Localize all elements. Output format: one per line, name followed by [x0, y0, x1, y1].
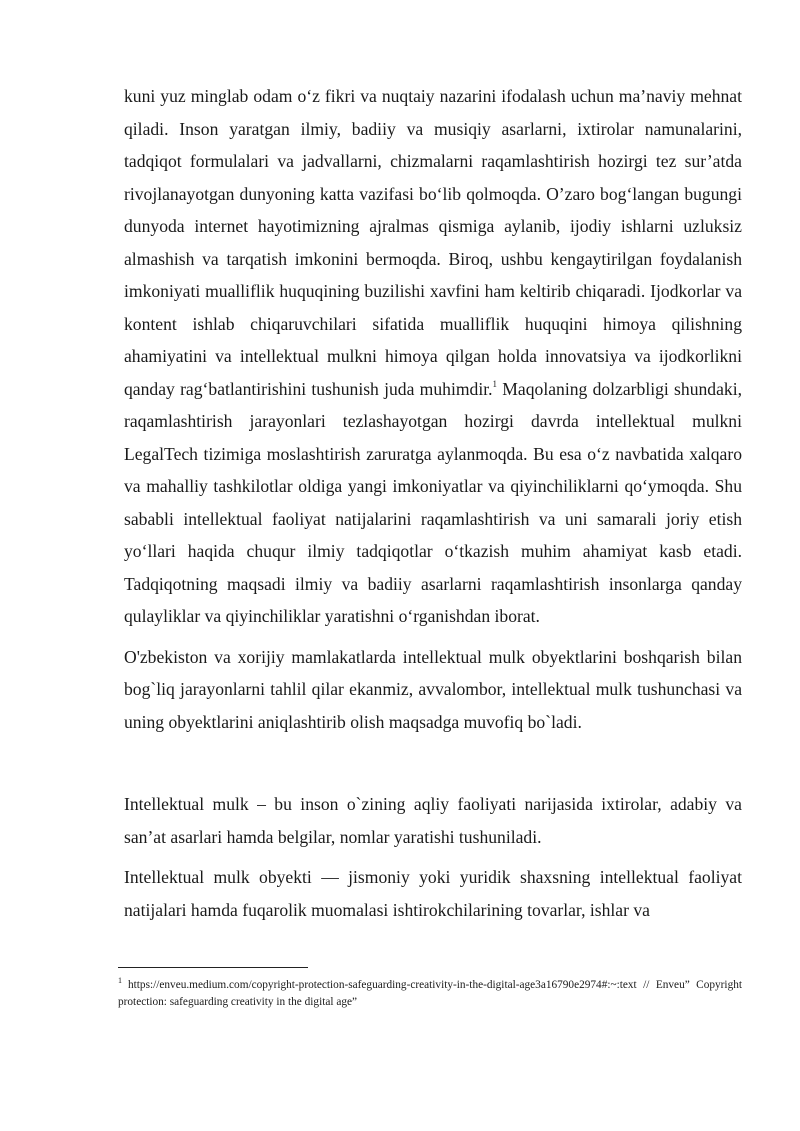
paragraph-uzbekistan-analysis: O'zbekiston va xorijiy mamlakatlarda intellektual mulk obyektlarini boshqarish bilan bog`liq jarayonlarni tahlil qilar ekanmiz, avvalombor, intellektual mulk tushunchasi va uning obyektlarini aniqlashtirib olish maqsadga muvofiq bo`ladi. [124, 646, 742, 732]
footnote-marker: 1 [118, 976, 122, 986]
footnote-reference[interactable]: 1 [492, 378, 498, 389]
paragraph-text-continued: Maqolaning dolzarbligi shundaki, raqamlashtirish jarayonlari tezlashayotgan hozirgi davrda intellektual mulkni LegalTech tizimiga moslashtirish zaruratga aylanmoqda. Bu esa o‘z navbatida xalqaro va mahalliy tashkilotlar oldiga yangi imkoniyatlar va qiyinchiliklarni qo‘ymoqda. Shu sababli intellektual faoliyat natijalarini raqamlashtirish va uni samarali joriy etish yo‘llari haqida chuqur ilmiy tadqiqotlar o‘tkazish muhim ahamiyat kasb etadi. Tadqiqotning maqsadi ilmiy va badiiy asarlarni raqamlashtirish insonlarga qanday qulayliklar va qiyinchiliklar yaratishni o‘rganishdan iborat. [124, 378, 742, 626]
paragraph-ip-definition: Intellektual mulk – bu inson o`zining aqliy faoliyati narijasida ixtirolar, adabiy va san’at asarlari hamda belgilar, nomlar yaratishi tushuniladi. [124, 794, 742, 847]
footnote [118, 977, 742, 1011]
body-text [124, 80, 742, 926]
paragraph-digitization-intro [124, 80, 742, 633]
paragraph-text: kuni yuz minglab odam o‘z fikri va nuqtaiy nazarini ifodalash uchun ma’naviy mehnat qiladi. Inson yaratgan ilmiy, badiiy va musiqiy asarlarni, ixtirolar namunalarini, tadqiqot formulalari va jadvallarni, chizmalarni raqamlashtirish hozirgi tez sur’atda rivojlanayotgan dunyoning katta vazifasi bo‘lib qolmoqda. O’zaro bog‘langan bugungi dunyoda internet hayotimizning ajralmas qismiga aylanib, ijodiy ishlarni uzluksiz almashish va tarqatish imkonini bermoqda. Biroq, ushbu kengaytirilgan foydalanish imkoniyati mualliflik huquqining buzilishi xavfini ham keltirib chiqaradi. Ijodkorlar va kontent ishlab chiqaruvchilari sifatida mualliflik huquqini himoya qilishning ahamiyatini va intellektual mulkni himoya qilgan holda innovatsiya va ijodkorlikni qanday rag‘batlantirishini tushunish juda muhimdir. [124, 86, 742, 399]
footnote-separator [118, 967, 308, 968]
footnote-text[interactable]: https://enveu.medium.com/copyright-protection-safeguarding-creativity-in-the-digital-age3a16790e2974#:~:text // Enveu” Copyright protection: safeguarding creativity in the digital age” [118, 979, 742, 1008]
paragraph-ip-object-definition: Intellektual mulk obyekti — jismoniy yoki yuridik shaxsning intellektual faoliyat natijalari hamda fuqarolik muomalasi ishtirokchilarining tovarlar, ishlar va [124, 867, 742, 920]
